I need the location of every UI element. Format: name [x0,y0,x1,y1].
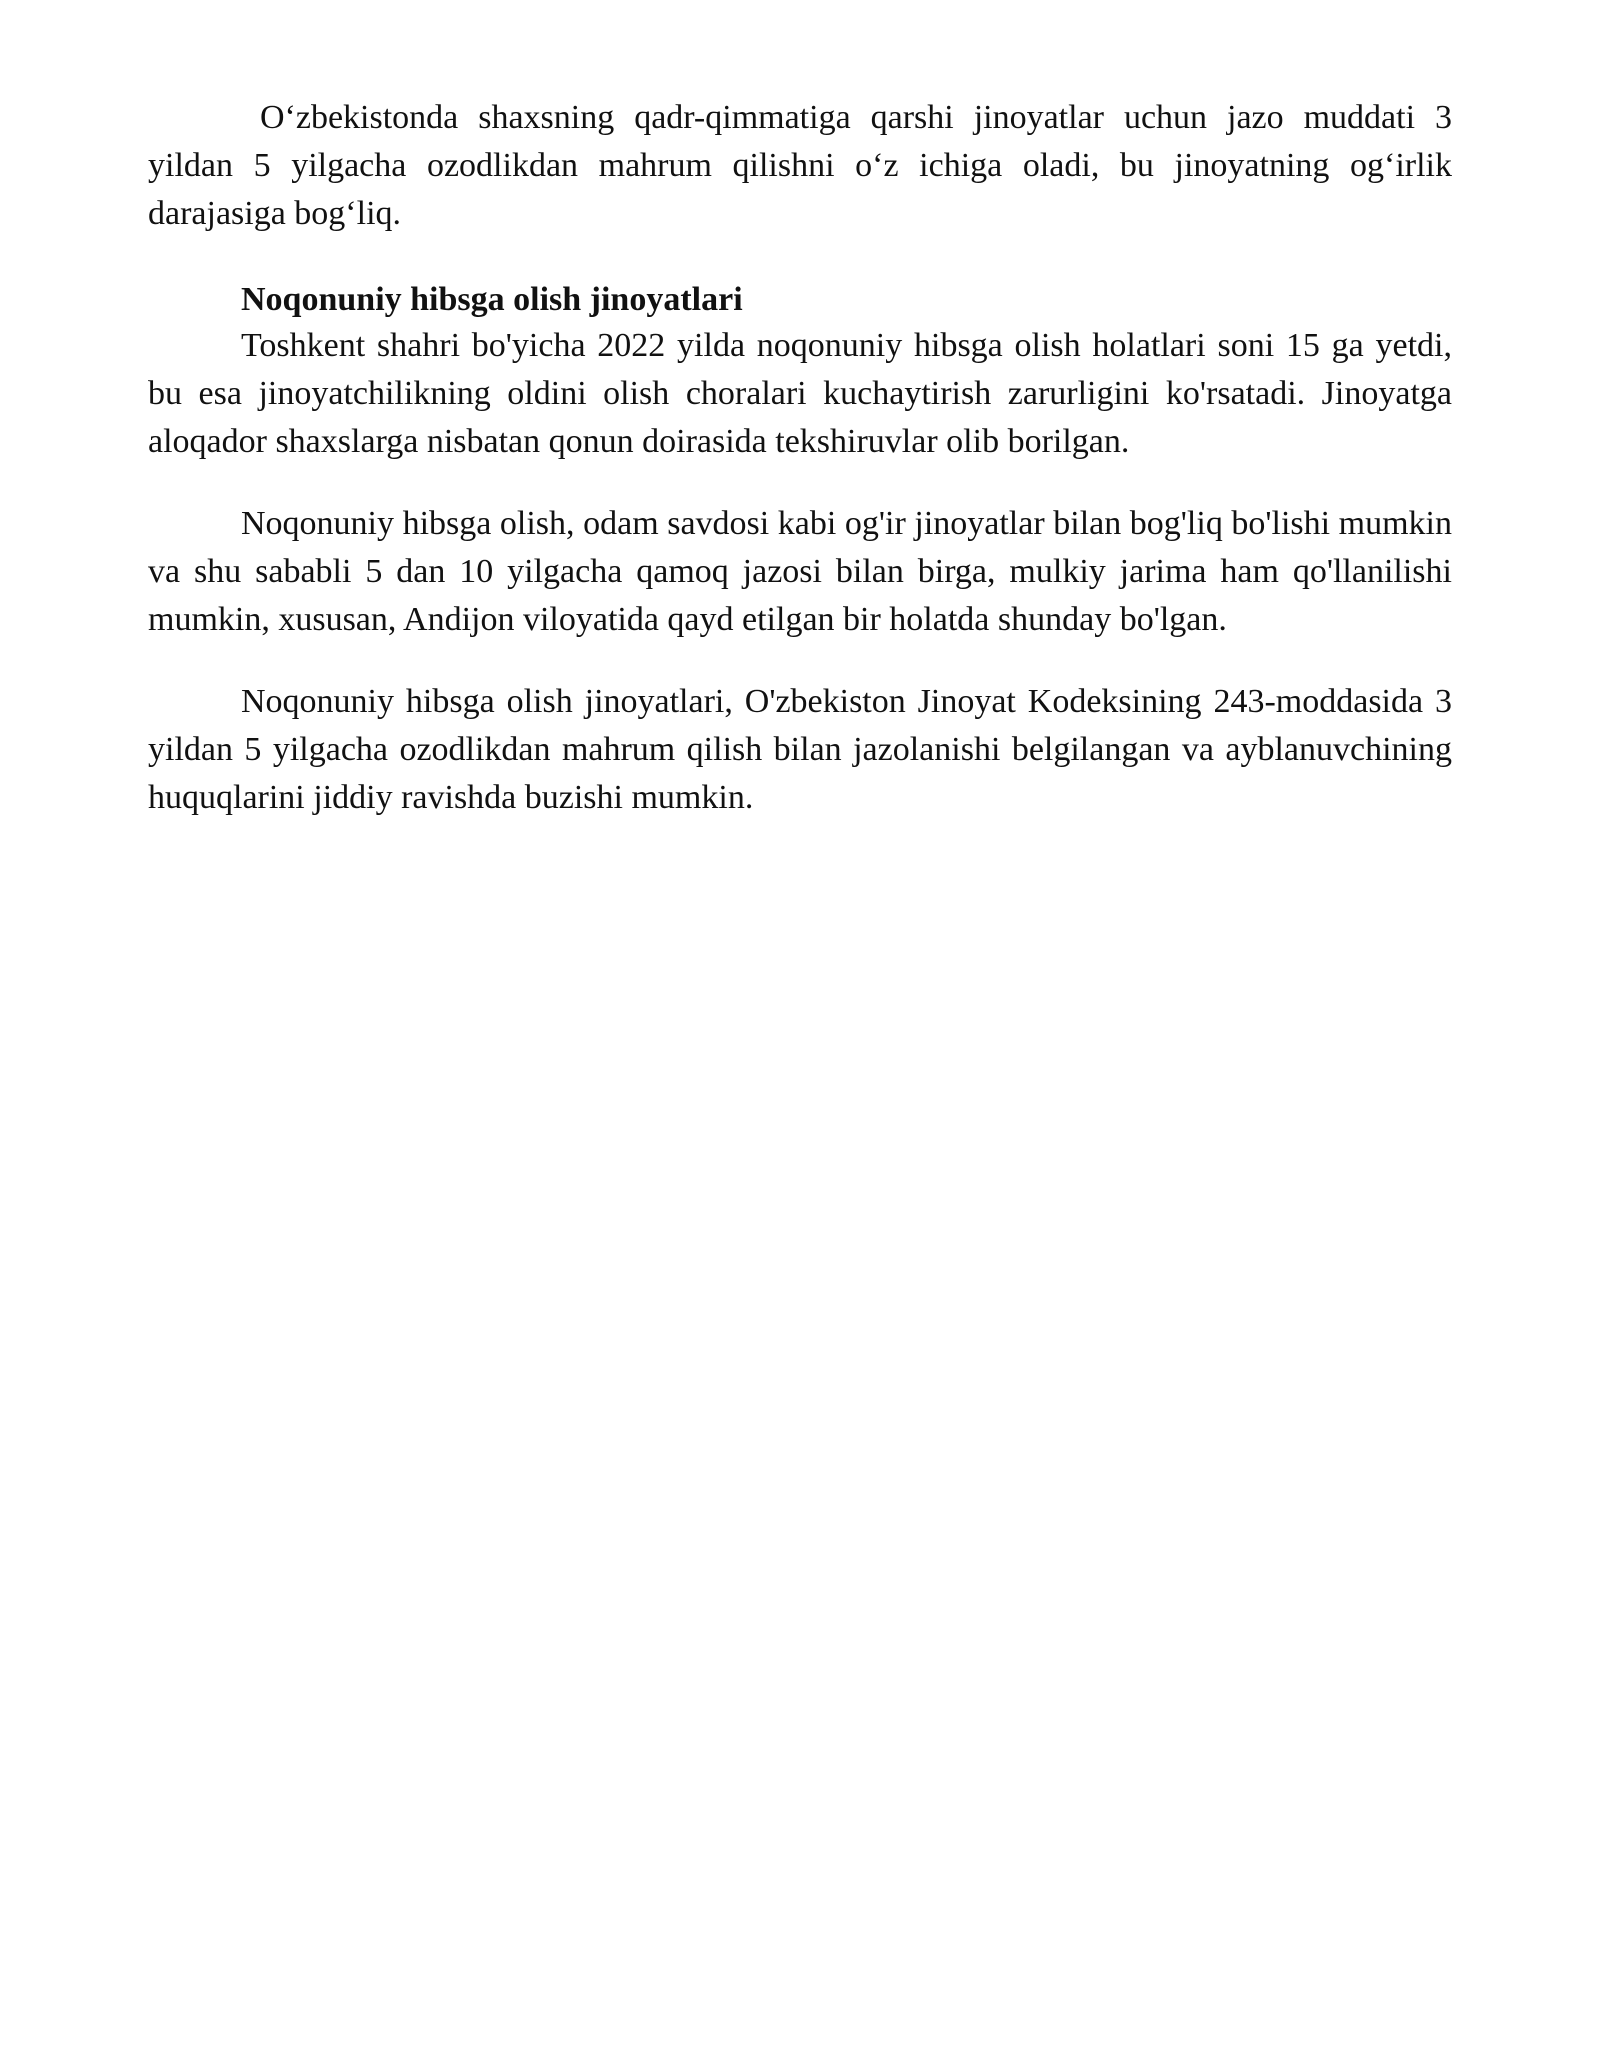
document-body [148,94,1452,822]
section-heading: Noqonuniy hibsga olish jinoyatlari [241,281,743,318]
paragraph-penalty-dignity: O‘zbekistonda shaxsning qadr-qimmatiga qarshi jinoyatlar uchun jazo muddati 3 yildan 5 yilgacha ozodlikdan mahrum qilishni o‘z ichiga oladi, bu jinoyatning og‘irlik darajasiga bog‘liq. [148,99,1452,232]
paragraph-tashkent-statistics: Toshkent shahri bo'yicha 2022 yilda noqonuniy hibsga olish holatlari soni 15 ga yetdi, bu esa jinoyatchilikning oldini olish choralari kuchaytirish zarurligini ko'rsatadi. Jinoyatga aloqador shaxslarga nisbatan qonun doirasida tekshiruvlar olib borilgan. [148,327,1452,460]
paragraph-related-crimes: Noqonuniy hibsga olish, odam savdosi kabi og'ir jinoyatlar bilan bog'liq bo'lishi mumkin va shu sababli 5 dan 10 yilgacha qamoq jazosi bilan birga, mulkiy jarima ham qo'llanilishi mumkin, xususan, Andijon viloyatida qayd etilgan bir holatda shunday bo'lgan. [148,505,1452,638]
paragraph-criminal-code: Noqonuniy hibsga olish jinoyatlari, O'zbekiston Jinoyat Kodeksining 243-moddasida 3 yildan 5 yilgacha ozodlikdan mahrum qilish bilan jazolanishi belgilangan va ayblanuvchining huquqlarini jiddiy ravishda buzishi mumkin. [148,683,1452,816]
